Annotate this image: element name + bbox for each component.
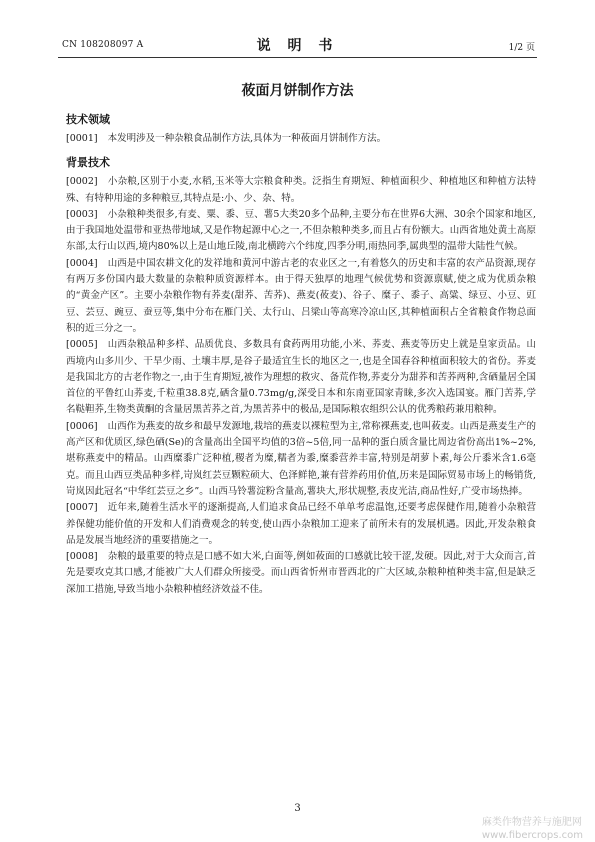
section-heading: 技术领域	[66, 113, 110, 126]
section-background	[66, 155, 536, 598]
header-page-indicator: 1/2 页	[508, 43, 535, 53]
paragraph-number: [0001]	[66, 133, 98, 144]
section-technical-field	[66, 112, 536, 147]
header-divider	[58, 57, 537, 58]
paragraph-text: 近年来,随着生活水平的逐渐提高,人们追求食品已经不单单考虑温饱,还要考虑保健作用,随着小杂粮营养保健功能价值的开发和人们消费观念的转变,使山西小杂粮加工迎来了前所未有的发展机遇。因此,开发杂粮食品是发展当地经济的重要措施之一。	[66, 502, 536, 546]
paragraph-number: [0003]	[66, 208, 98, 220]
paragraph-number: [0002]	[66, 176, 98, 188]
paragraph-number: [0004]	[66, 257, 98, 269]
paragraph	[66, 500, 536, 549]
paragraph-number: [0006]	[66, 420, 98, 432]
paragraph-number: [0008]	[66, 551, 98, 563]
header-title: 说 明 书	[256, 38, 339, 54]
section-heading: 背景技术	[66, 156, 110, 170]
watermark-url: www.fibercrops.com	[481, 830, 583, 841]
document-number: CN 108208097 A	[62, 40, 144, 50]
page-number: 3	[294, 803, 301, 814]
paragraph-text: 山西杂粮品种多样、品质优良、多数具有食药两用功能,小米、荞麦、燕麦等历史上就是皇家贡品。山西境内山多川少、干旱少雨、土壤丰厚,是谷子最适宜生长的地区之一,也是全国春谷种植面积较大的省份。荞麦是我国北方的古老作物之一,由于生育期短,被作为理想的救灾、备荒作物,荞麦分为甜荞和苦荞两种,含硒量居全国首位的平鲁红山荞麦,千粒重38.8克,硒含量0.73mg/g,深受日本和东南亚国家青睐,多次入选国宴。雁门苦荞,学名鞑靼荞,生物类黄酮的含量居黑苦荞之首,为黑苦荞中的极品,是国际粮农组织公认的优秀粮药兼用粮种。	[66, 339, 536, 416]
paragraph-text: 小杂粮,区别于小麦,水稻,玉米等大宗粮食种类。泛指生育期短、种植面积少、种植地区和种植方法特殊、有特种用途的多种粮豆,其特点是:小、少、杂、特。	[66, 176, 536, 204]
paragraph-number: [0007]	[66, 502, 98, 514]
paragraph-text: 杂粮的最重要的特点是口感不如大米,白面等,例如莜面的口感就比较干涩,发硬。因此,对于大众而言,首先是要攻克其口感,才能被广大人们群众所接受。而山西省忻州市晋西北的广大区域,杂粮种植种类丰富,但是缺乏深加工措施,导致当地小杂粮种植经济效益不佳。	[66, 551, 536, 595]
paragraph-text: 山西作为燕麦的故乡和最早发源地,栽培的燕麦以裸粒型为主,常称裸燕麦,也叫莜麦。山西是燕麦生产的高产区和优质区,绿色硒(Se)的含量高出全国平均值的3倍~5倍,同一品种的蛋白质含量比周边省份高出1%~2%,堪称燕麦中的精品。山西糜黍广泛种植,稷者为糜,糯者为黍,糜黍营养丰富,特别是胡萝卜素,每公斤黍米含1.6毫克。而且山西豆类品种多样,岢岚红芸豆颗粒硕大、色泽鲜艳,兼有营养药用价值,历来是国际贸易市场上的畅销货,岢岚因此冠名“中华红芸豆之乡”。山西马铃薯淀粉含量高,薯块大,形状规整,表皮光洁,商品性好,广受市场热捧。	[66, 420, 536, 497]
paragraph	[66, 256, 536, 337]
paragraph	[66, 337, 536, 418]
paragraph	[66, 207, 536, 256]
watermark-line: 麻类作物营养与施肥网	[481, 817, 582, 828]
document-title: 莜面月饼制作方法	[241, 83, 354, 99]
paragraph-number: [0005]	[66, 339, 98, 351]
document-body	[66, 108, 536, 598]
paragraph	[66, 549, 536, 598]
paragraph-text: 本发明涉及一种杂粮食品制作方法,具体为一种莜面月饼制作方法。	[107, 133, 387, 144]
paragraph-text: 山西是中国农耕文化的发祥地和黄河中游古老的农业区之一,有着悠久的历史和丰富的农产品资源,现存有两万多份国内最大数量的杂粮种质资源样本。由于得天独厚的地理气候优势和资源禀赋,使之成为优质杂粮的“黄金产区”。主要小杂粮作物有荞麦(甜荞、苦荞)、燕麦(莜麦)、谷子、糜子、黍子、高粱、绿豆、小豆、豇豆、芸豆、豌豆、蚕豆等,集中分布在雁门关、太行山、吕梁山等高寒冷凉山区,其种植面积占全省粮食作物总面积的近三分之一。	[66, 257, 536, 334]
paragraph	[66, 131, 536, 147]
watermark	[482, 816, 583, 842]
paragraph-text: 小杂粮种类很多,有麦、粟、黍、豆、薯5大类20多个品种,主要分布在世界6大洲、30余个国家和地区,由于我国地处温带和亚热带地域,又是作物起源中心之一,不但杂粮种类多,而且占有份额大。山西省地处黄土高原东部,太行山以西,境内80%以上是山地丘陵,南北横跨六个纬度,四季分明,雨热同季,属典型的温带大陆性气候。	[66, 208, 536, 253]
paragraph	[66, 174, 536, 207]
paragraph	[66, 419, 536, 500]
